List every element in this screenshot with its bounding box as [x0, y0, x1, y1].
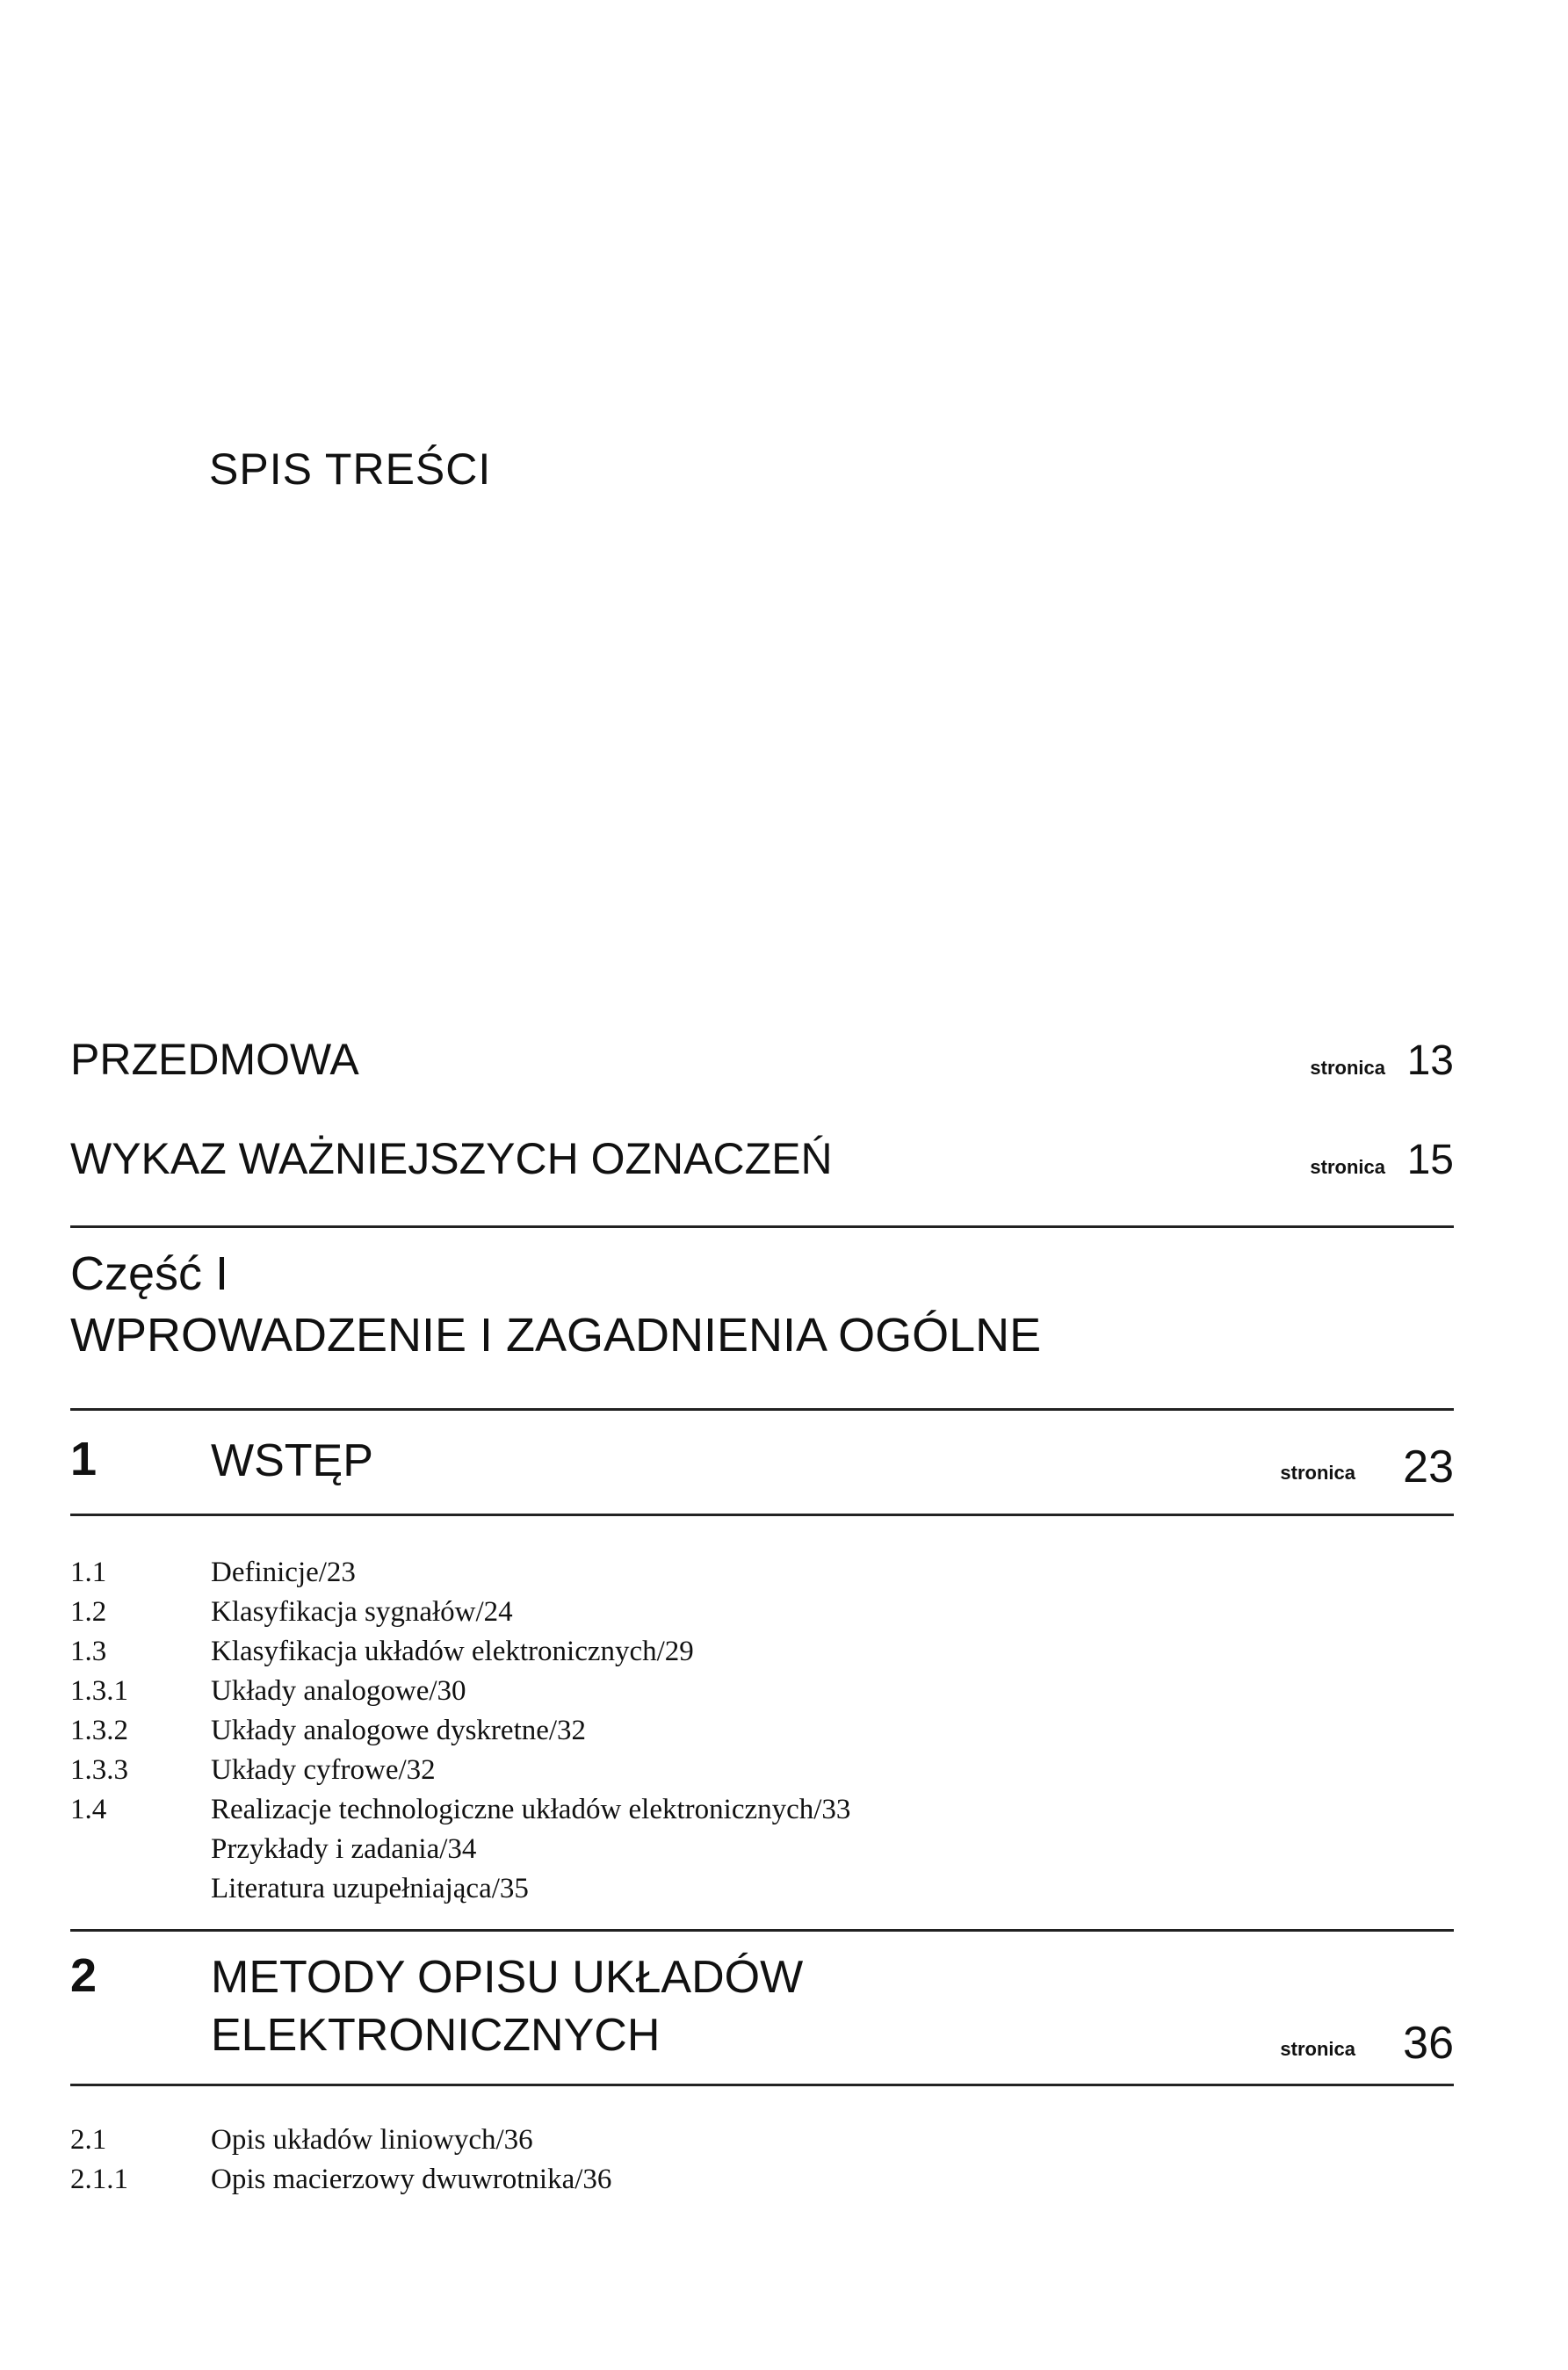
- part-label: Część I: [70, 1247, 229, 1300]
- entry-text: Układy cyfrowe/32: [211, 1754, 436, 1786]
- toc-front-matter-symbols[interactable]: [70, 1123, 1454, 1184]
- toc-entry[interactable]: [70, 1790, 1454, 1830]
- entry-number: 1.3.3: [70, 1754, 128, 1786]
- divider: [70, 1929, 1454, 1932]
- divider: [70, 2084, 1454, 2086]
- entry-number: 1.4: [70, 1794, 107, 1825]
- chapter-title-line: ELEKTRONICZNYCH: [211, 2010, 661, 2061]
- entry-number: 2.1.1: [70, 2164, 128, 2195]
- chapter-page-ref: [70, 2008, 1454, 2070]
- divider: [70, 1408, 1454, 1411]
- page-number: 13: [1406, 1037, 1454, 1084]
- page-number: 36: [1403, 2018, 1454, 2069]
- toc-entry[interactable]: [70, 2160, 1454, 2200]
- entry-text: Układy analogowe dyskretne/32: [211, 1715, 587, 1746]
- toc-entry[interactable]: [70, 1593, 1454, 1632]
- entry-text: Przykłady i zadania/34: [211, 1833, 477, 1865]
- part-heading: [70, 1243, 1041, 1366]
- part-title: WPROWADZENIE I ZAGADNIENIA OGÓLNE: [70, 1309, 1042, 1362]
- entry-text: Klasyfikacja sygnałów/24: [211, 1596, 513, 1628]
- toc-front-matter-preface[interactable]: [70, 1023, 1454, 1085]
- entry-text: Układy analogowe/30: [211, 1675, 466, 1707]
- entry-number: 1.1: [70, 1557, 107, 1588]
- chapter-number: 2: [70, 1949, 98, 2002]
- entry-number: 1.3.2: [70, 1715, 128, 1746]
- page-title: SPIS TREŚCI: [209, 444, 492, 494]
- toc-entry[interactable]: [70, 1672, 1454, 1711]
- entry-text: Klasyfikacja układów elektronicznych/29: [211, 1636, 694, 1667]
- page-label: stronica: [1310, 1057, 1385, 1079]
- page-label: stronica: [1280, 2038, 1355, 2060]
- entry-text: Definicje/23: [211, 1557, 356, 1588]
- chapter-entries: [70, 1553, 1454, 1909]
- toc-entry[interactable]: [70, 1711, 1454, 1751]
- chapter-entries: [70, 2121, 1454, 2200]
- toc-entry[interactable]: [70, 1751, 1454, 1790]
- entry-number: 1.3.1: [70, 1675, 128, 1707]
- toc-entry[interactable]: [70, 1632, 1454, 1672]
- page-number: 23: [1403, 1442, 1454, 1492]
- entry-number: 1.3: [70, 1636, 107, 1667]
- chapter-title-line: METODY OPISU UKŁADÓW: [211, 1952, 804, 2003]
- toc-entry[interactable]: [70, 1869, 1454, 1909]
- entry-text: Literatura uzupełniająca/35: [211, 1873, 529, 1904]
- entry-text: Opis macierzowy dwuwrotnika/36: [211, 2164, 612, 2195]
- entry-number: 1.2: [70, 1596, 107, 1628]
- page-label: stronica: [1310, 1156, 1385, 1178]
- chapter-number: 1: [70, 1433, 98, 1485]
- divider: [70, 1225, 1454, 1228]
- front-matter-title: WYKAZ WAŻNIEJSZYCH OZNACZEŃ: [70, 1134, 833, 1183]
- chapter-page-ref: [70, 1432, 1454, 1493]
- page-label: stronica: [1280, 1462, 1355, 1484]
- toc-entry[interactable]: [70, 1830, 1454, 1869]
- toc-entry[interactable]: [70, 2121, 1454, 2160]
- toc-entry[interactable]: [70, 1553, 1454, 1593]
- chapter-title[interactable]: WSTĘP: [211, 1435, 373, 1486]
- entry-number: 2.1: [70, 2124, 107, 2156]
- divider: [70, 1514, 1454, 1516]
- entry-text: Opis układów liniowych/36: [211, 2124, 533, 2156]
- page-number: 15: [1406, 1137, 1454, 1183]
- entry-text: Realizacje technologiczne układów elektronicznych/33: [211, 1794, 851, 1825]
- front-matter-title: PRZEDMOWA: [70, 1035, 359, 1084]
